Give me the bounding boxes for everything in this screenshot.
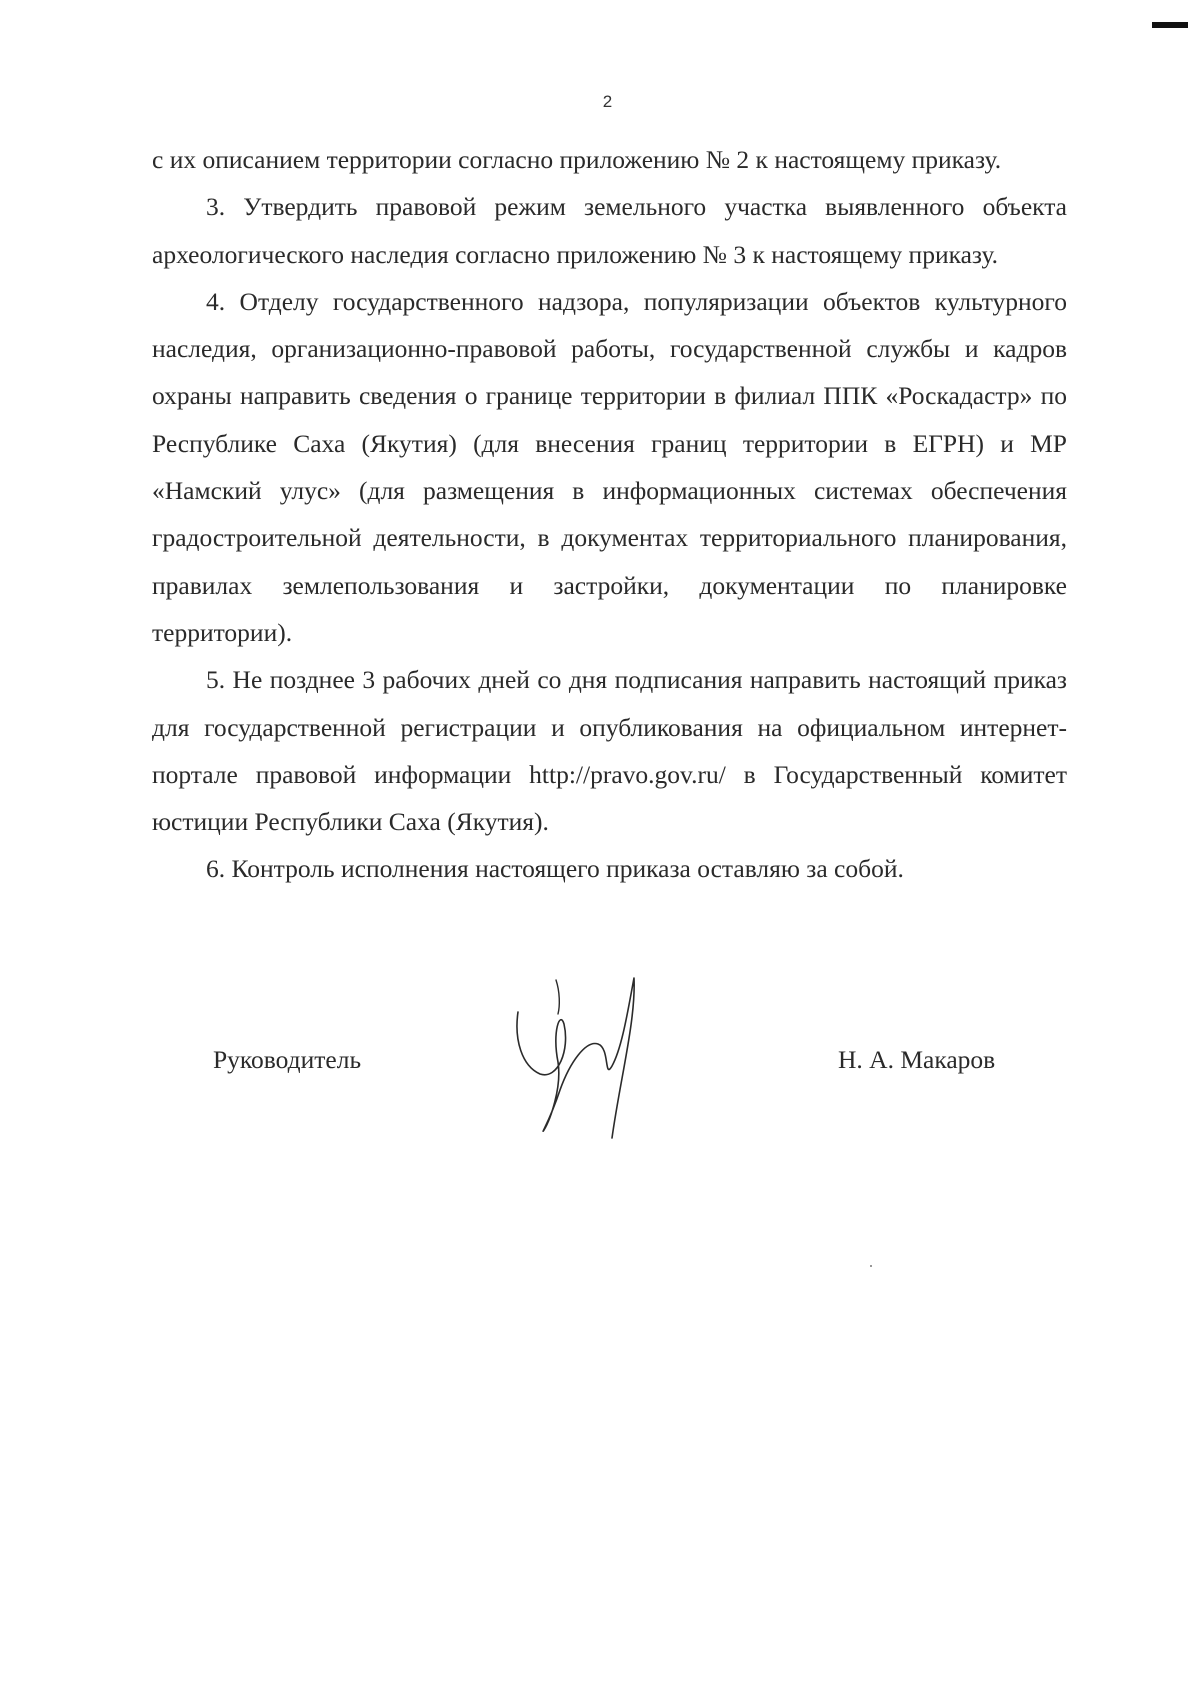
document-body <box>152 136 1067 893</box>
scan-speck <box>870 1265 872 1267</box>
corner-mark <box>1152 22 1188 28</box>
paragraph-item-5: 5. Не позднее 3 рабочих дней со дня подписания направить настоящий приказ для государственной регистрации и опубликования на официальном интернет-портале правовой информации http://pravo.gov.ru/ в Государственный комитет юстиции Республики Саха (Якутия). <box>152 665 1067 837</box>
signer-name: Н. А. Макаров <box>838 1045 996 1074</box>
paragraph-item-6: 6. Контроль исполнения настоящего приказа оставляю за собой. <box>206 854 904 884</box>
signer-position: Руководитель <box>213 1045 362 1074</box>
paragraph-item-4: 4. Отделу государственного надзора, популяризации объектов культурного наследия, организационно-правовой работы, государственной службы и кадров охраны направить сведения о границе территории в филиал ППК «Роскадастр» по Республике Саха (Якутия) (для внесения границ территории в ЕГРН) и МР «Намский улус» (для размещения в информационных системах обеспечения градостроительной деятельности, в документах территориального планирования, правилах землепользования и застройки, документации по планировке территории). <box>152 286 1067 647</box>
page-number: 2 <box>602 92 613 111</box>
handwritten-signature <box>500 970 660 1150</box>
signature-block <box>0 1010 1200 1160</box>
paragraph-item-3: 3. Утвердить правовой режим земельного участка выявленного объекта археологического наследия согласно приложению № 3 к настоящему приказу. <box>152 192 1067 269</box>
paragraph-continuation: с их описанием территории согласно приложению № 2 к настоящему приказу. <box>152 145 1002 174</box>
